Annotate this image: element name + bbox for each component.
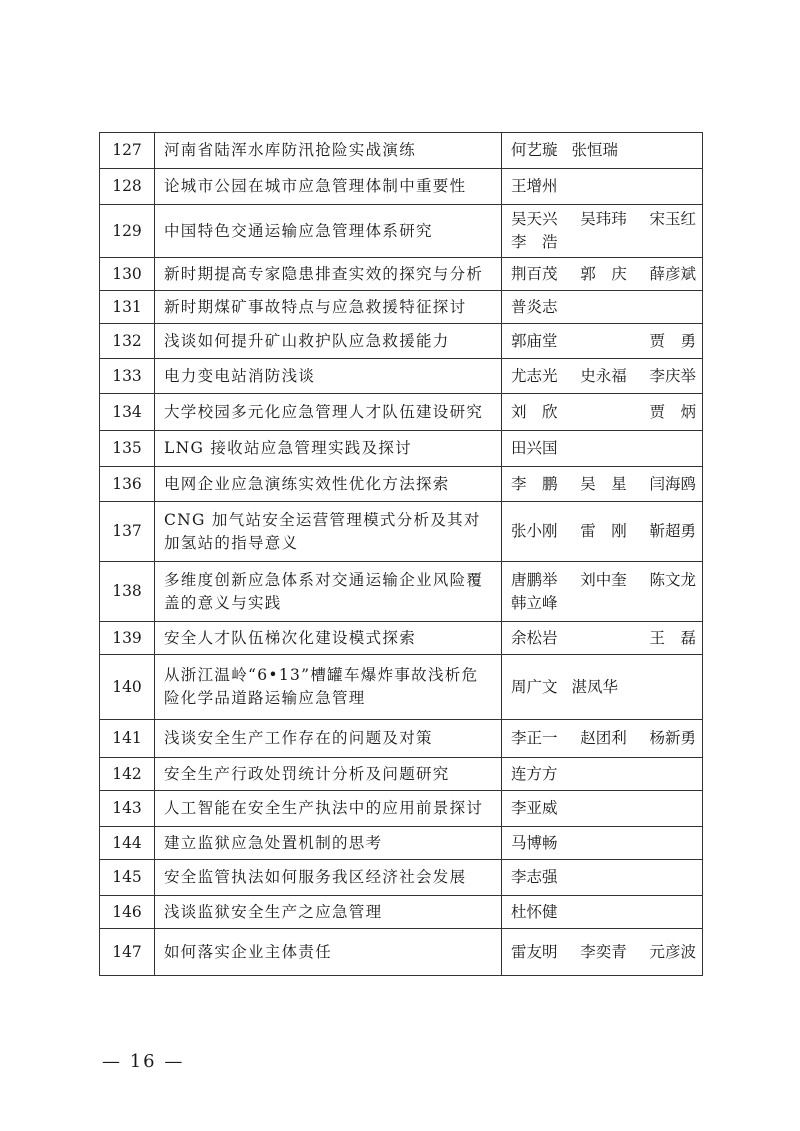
table-row [100, 359, 703, 394]
paper-authors [502, 655, 703, 720]
author-line [511, 208, 696, 231]
author-name: 王增州 [511, 177, 558, 195]
author-line [511, 401, 696, 424]
paper-title: CNG 加气站安全运营管理模式分析及其对加氢站的指导意义 [155, 502, 502, 562]
table-row [100, 791, 703, 827]
paper-authors [502, 562, 703, 622]
author-line [511, 592, 696, 615]
table-row [100, 720, 703, 758]
row-number: 130 [100, 258, 155, 291]
row-number: 132 [100, 324, 155, 359]
author-name: 张恒瑞 [571, 141, 619, 159]
row-number: 138 [100, 562, 155, 622]
author-name: 李志强 [511, 868, 558, 886]
paper-title: 多维度创新应急体系对交通运输企业风险覆盖的意义与实践 [155, 562, 502, 622]
table-row [100, 324, 703, 359]
paper-authors [502, 324, 703, 359]
author-name: 贾 炳 [649, 402, 696, 421]
paper-authors [502, 896, 703, 929]
paper-title: 如何落实企业主体责任 [155, 929, 502, 976]
row-number: 142 [100, 758, 155, 791]
paper-authors [502, 169, 703, 205]
paper-authors [502, 622, 703, 655]
author-name: 唐鹏举 [511, 570, 558, 589]
author-name: 李 浩 [511, 233, 558, 251]
author-name: 田兴国 [511, 439, 558, 457]
row-number: 134 [100, 394, 155, 431]
author-line [511, 175, 696, 198]
row-number: 146 [100, 896, 155, 929]
table-row [100, 431, 703, 467]
author-name: 吴 星 [580, 474, 627, 493]
author-name: 吴天兴 [511, 210, 558, 228]
author-name: 刘中奎 [580, 570, 627, 589]
row-number: 141 [100, 720, 155, 758]
paper-authors [502, 860, 703, 896]
table-row [100, 562, 703, 622]
author-name: 宋玉红 [649, 210, 696, 228]
paper-title: 建立监狱应急处置机制的思考 [155, 827, 502, 860]
row-number: 139 [100, 622, 155, 655]
paper-authors [502, 394, 703, 431]
row-number: 128 [100, 169, 155, 205]
author-line [511, 520, 696, 543]
paper-title: 电网企业应急演练实效性优化方法探索 [155, 467, 502, 502]
author-name: 闫海鸥 [649, 474, 696, 493]
paper-title: 从浙江温岭“6•13”槽罐车爆炸事故浅析危险化学品道路运输应急管理 [155, 655, 502, 720]
table-body [100, 133, 703, 976]
author-name: 马博畅 [511, 833, 558, 852]
author-line [511, 569, 696, 592]
author-name: 贾 勇 [649, 331, 696, 350]
paper-authors [502, 431, 703, 467]
table-row [100, 929, 703, 976]
paper-authors [502, 827, 703, 860]
author-line [511, 231, 696, 254]
row-number: 131 [100, 291, 155, 324]
author-name: 赵团利 [580, 729, 627, 747]
paper-authors [502, 929, 703, 976]
author-line [511, 727, 696, 750]
paper-authors [502, 205, 703, 258]
author-name: 靳超勇 [649, 522, 696, 540]
paper-title: 新时期煤矿事故特点与应急救援特征探讨 [155, 291, 502, 324]
author-name: 连方方 [511, 764, 558, 783]
table-row [100, 502, 703, 562]
paper-title: 河南省陆浑水库防汛抢险实战演练 [155, 133, 502, 169]
paper-title: 人工智能在安全生产执法中的应用前景探讨 [155, 791, 502, 827]
author-name: 李亚威 [511, 799, 558, 817]
author-line [511, 437, 696, 460]
table-row [100, 205, 703, 258]
row-number: 147 [100, 929, 155, 976]
paper-list-table [99, 132, 703, 976]
row-number: 127 [100, 133, 155, 169]
row-number: 140 [100, 655, 155, 720]
paper-title: 中国特色交通运输应急管理体系研究 [155, 205, 502, 258]
author-name: 史永福 [580, 366, 627, 385]
author-line [511, 263, 696, 286]
table-row [100, 394, 703, 431]
author-name: 杜怀健 [511, 902, 558, 921]
author-name: 雷友明 [511, 942, 558, 961]
author-name: 周广文 [511, 677, 558, 696]
paper-authors [502, 720, 703, 758]
table-row [100, 655, 703, 720]
paper-title: 论城市公园在城市应急管理体制中重要性 [155, 169, 502, 205]
paper-title: 新时期提高专家隐患排查实效的探究与分析 [155, 258, 502, 291]
table-row [100, 827, 703, 860]
author-name: 元彦波 [649, 942, 696, 961]
author-line [511, 763, 696, 786]
author-name: 雷 刚 [580, 522, 627, 540]
table-row [100, 860, 703, 896]
row-number: 145 [100, 860, 155, 896]
author-line [511, 832, 696, 855]
author-line [511, 330, 696, 353]
table-row [100, 896, 703, 929]
paper-authors [502, 467, 703, 502]
author-name: 刘 欣 [511, 402, 558, 421]
author-name: 李奕青 [580, 942, 627, 961]
paper-title: 安全人才队伍梯次化建设模式探索 [155, 622, 502, 655]
paper-authors [502, 502, 703, 562]
author-name: 李正一 [511, 729, 558, 747]
author-name: 郭庙堂 [511, 331, 558, 350]
row-number: 129 [100, 205, 155, 258]
table-row [100, 291, 703, 324]
paper-authors [502, 291, 703, 324]
row-number: 143 [100, 791, 155, 827]
author-name: 郭 庆 [580, 264, 627, 283]
table-row [100, 258, 703, 291]
paper-title: 安全生产行政处罚统计分析及问题研究 [155, 758, 502, 791]
author-name: 张小刚 [511, 522, 558, 540]
paper-title: 浅谈安全生产工作存在的问题及对策 [155, 720, 502, 758]
paper-title: LNG 接收站应急管理实践及探讨 [155, 431, 502, 467]
author-line [511, 296, 696, 319]
row-number: 144 [100, 827, 155, 860]
author-line [511, 676, 696, 699]
row-number: 137 [100, 502, 155, 562]
paper-title: 安全监管执法如何服务我区经济社会发展 [155, 860, 502, 896]
author-line [511, 473, 696, 496]
paper-title: 浅谈监狱安全生产之应急管理 [155, 896, 502, 929]
author-line [511, 901, 696, 924]
row-number: 133 [100, 359, 155, 394]
paper-title: 电力变电站消防浅谈 [155, 359, 502, 394]
row-number: 135 [100, 431, 155, 467]
author-line [511, 941, 696, 964]
table-row [100, 758, 703, 791]
author-line [511, 797, 696, 820]
table-row [100, 467, 703, 502]
author-name: 杨新勇 [649, 729, 696, 747]
author-name: 王 磊 [649, 628, 696, 647]
table-row [100, 133, 703, 169]
author-name: 李 鹏 [511, 474, 558, 493]
author-name: 普炎志 [511, 297, 558, 316]
row-number: 136 [100, 467, 155, 502]
author-name: 薛彦斌 [649, 264, 696, 283]
author-name: 尤志光 [511, 366, 558, 385]
author-line [511, 627, 696, 650]
author-line [511, 139, 696, 162]
paper-title: 浅谈如何提升矿山救护队应急救援能力 [155, 324, 502, 359]
table-row [100, 169, 703, 205]
paper-authors [502, 758, 703, 791]
author-line [511, 866, 696, 889]
page-number: — 16 — [102, 1051, 185, 1072]
table-row [100, 622, 703, 655]
paper-authors [502, 359, 703, 394]
author-name: 吴玮玮 [580, 210, 627, 228]
paper-authors [502, 258, 703, 291]
paper-authors [502, 133, 703, 169]
author-name: 李庆举 [649, 366, 696, 385]
author-name: 荆百茂 [511, 264, 558, 283]
author-name: 余松岩 [511, 628, 558, 647]
author-name: 何艺璇 [511, 141, 558, 159]
author-name: 陈文龙 [649, 570, 696, 589]
paper-authors [502, 791, 703, 827]
author-line [511, 365, 696, 388]
paper-title: 大学校园多元化应急管理人才队伍建设研究 [155, 394, 502, 431]
author-name: 韩立峰 [511, 593, 558, 612]
author-name: 湛凤华 [571, 677, 619, 696]
